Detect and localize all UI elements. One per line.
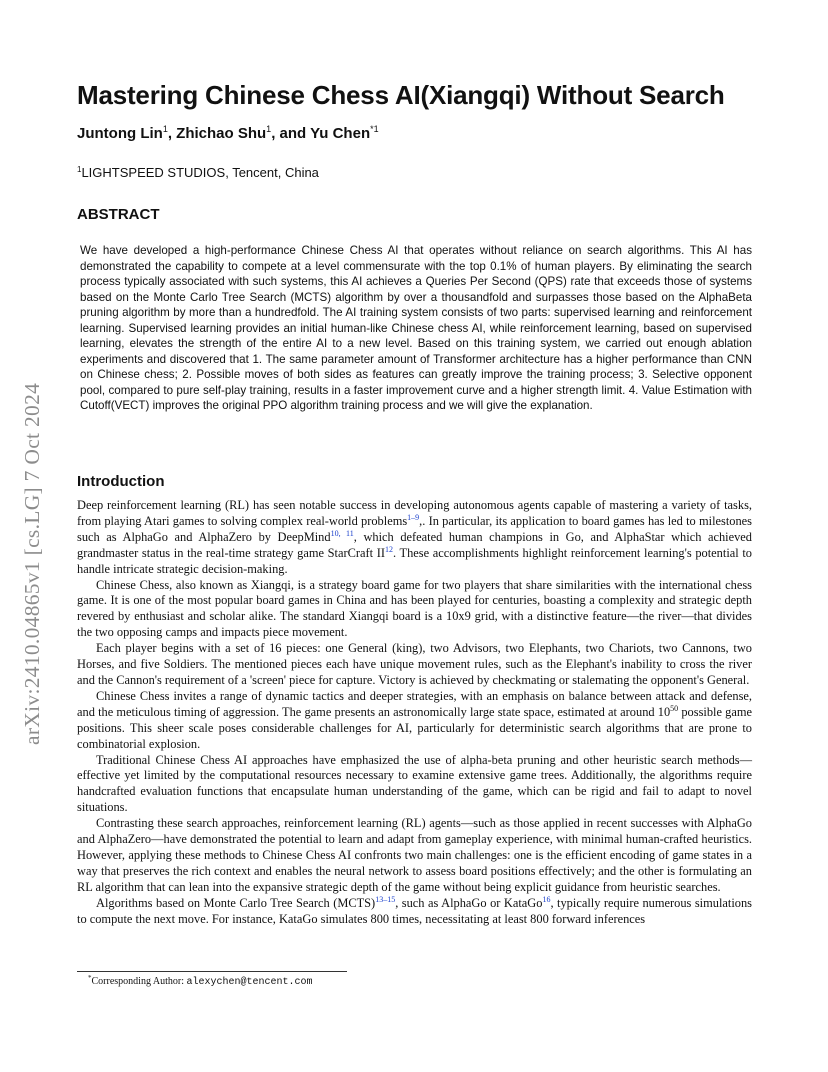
arxiv-identifier: arXiv:2410.04865v1 [cs.LG] 7 Oct 2024 [20, 382, 44, 745]
paragraph-text: . These accomplishments highlight reinforcement learning's potential to handle intricate strategic decision-making. [77, 545, 753, 576]
author-list [77, 125, 379, 142]
exponent: 50 [670, 703, 679, 713]
affiliation-text: LIGHTSPEED STUDIOS, Tencent, China [81, 165, 319, 180]
citation-link[interactable]: 13–15 [375, 894, 396, 904]
paragraph-text: Chinese Chess invites a range of dynamic tactics and deeper strategies, with an emphasis on balance between attack and defense, and the meticulous timing of aggression. The game presents an astronomically large state space, estimated at around 10 [77, 688, 752, 719]
paragraph-text: , which defeated human champions in Go, and AlphaStar which achieved grandmaster status in the real-time strategy game StarCraft II [77, 529, 753, 560]
paragraph: Chinese Chess, also known as Xiangqi, is a strategy board game for two players that share similarities with the international chess game. It is one of the most popular board games in China and has been played for centuries, boasting a complexity and strategic depth revered by enthusiast and scholar alike. The standard Xiangqi board is a 10x9 grid, with a distinctive feature—the river—that divides the two opposing camps and impacts piece movement. [77, 577, 752, 640]
introduction-body [77, 498, 752, 927]
paper-title: Mastering Chinese Chess AI(Xiangqi) Without Search [77, 80, 725, 110]
author-affiliation-mark: 1 [266, 124, 272, 134]
author-separator: , and [271, 125, 311, 142]
paragraph [77, 896, 752, 928]
footnote-label: Corresponding Author: [91, 976, 187, 987]
paragraph-text: , typically require numerous simulations to compute the next move. For instance, KataGo simulates 800 times, necessitating at least 800 forward inferences [77, 895, 752, 926]
paragraph [77, 498, 752, 578]
affiliation [77, 165, 319, 180]
abstract-text: We have developed a high-performance Chinese Chess AI that operates without reliance on search algorithms. This AI has demonstrated the capability to compete at a level commensurate with the top 0.1% of human players. By eliminating the search process typically associated with such systems, this AI achieves a Queries Per Second (QPS) rate that exceeds those of systems based on the Monte Carlo Tree Search (MCTS) algorithm by over a thousandfold and surpasses those based on the AlphaBeta pruning algorithm by more than a hundredfold. The AI training system consists of two parts: supervised learning and reinforcement learning. Supervised learning provides an initial human-like Chinese chess AI, while reinforcement learning, based on supervised learning, elevates the strength of the entire AI to a new level. Based on this training system, we carried out enough ablation experiments and discovered that 1. The same parameter amount of Transformer architecture has a higher performance than CNN on Chinese chess; 2. Possible moves of both sides as features can greatly improve the training process; 3. Selective opponent pool, compared to pure self-play training, results in a faster improvement curve and a higher strength limit. 4. Value Estimation with Cutoff(VECT) improves the original PPO algorithm training process and we will give the explanation. [80, 244, 752, 412]
paragraph-text: Deep reinforcement learning (RL) has seen notable success in developing autonomous agents capable of mastering a variety of tasks, from playing Atari games to solving complex real-world problems [77, 498, 752, 528]
paragraph [77, 689, 752, 753]
author-separator: , [167, 125, 177, 142]
citation-link[interactable]: 16 [542, 894, 551, 904]
paragraph: Contrasting these search approaches, reinforcement learning (RL) agents—such as those applied in recent successes with AlphaGo and AlphaZero—have demonstrated the potential to learn and adapt from gameplay experience, with minimal human-crafted heuristics. However, applying these methods to Chinese Chess AI confronts two main challenges: one is the efficient encoding of game states in a way that preserves the rich context and enables the neural network to assess board positions effectively; and the other is formulating an RL algorithm that can lean into the expansive strategic depth of the game without being explicit guidance from heuristic searches. [77, 816, 752, 894]
author-affiliation-mark: 1 [162, 124, 168, 134]
author-name: Zhichao Shu [176, 125, 267, 142]
author-name: Yu Chen [310, 125, 371, 142]
footnote-divider [77, 971, 347, 972]
corresponding-email[interactable]: alexychen@tencent.com [186, 977, 313, 988]
author-affiliation-mark: *1 [370, 124, 379, 134]
footnote-mark: * [88, 974, 92, 982]
paragraph-text: possible game positions. This sheer scale poses considerable challenges for AI, particularly for deterministic search algorithms that are prone to combinatorial explosion. [77, 704, 752, 751]
citation-link[interactable]: 10, 11 [330, 528, 354, 538]
paragraph-text: , such as AlphaGo or KataGo [395, 895, 543, 910]
paragraph: Each player begins with a set of 16 pieces: one General (king), two Advisors, two Elephants, two Chariots, two Cannons, two Horses, and five Soldiers. The mentioned pieces each have unique movement rules, such as the Elephant's inability to cross the river and the Cannon's requirement of a 'screen' piece for capture. Victory is achieved by checkmating or stalemating the opponent's General. [77, 641, 752, 687]
affiliation-mark: 1 [77, 165, 82, 174]
paragraph: Traditional Chinese Chess AI approaches have emphasized the use of alpha-beta pruning and other heuristic search methods—effective yet limited by the computational resources necessary to examine extensive game trees. Additionally, the algorithms require handcrafted evaluation functions that encapsulate human understanding of the game, which can be rigid and fail to adapt to novel situations. [77, 752, 752, 815]
introduction-heading: Introduction [77, 473, 165, 490]
citation-link[interactable]: 12 [385, 544, 393, 554]
author-name: Juntong Lin [77, 125, 163, 142]
paragraph-text: ,. In particular, its application to board games has led to milestones such as AlphaGo and AlphaZero by DeepMind [77, 513, 752, 544]
citation-link[interactable]: 1–9 [407, 512, 420, 522]
footnote [88, 976, 313, 988]
paragraph-text: Algorithms based on Monte Carlo Tree Search (MCTS) [96, 895, 376, 910]
abstract-heading: ABSTRACT [77, 206, 160, 223]
